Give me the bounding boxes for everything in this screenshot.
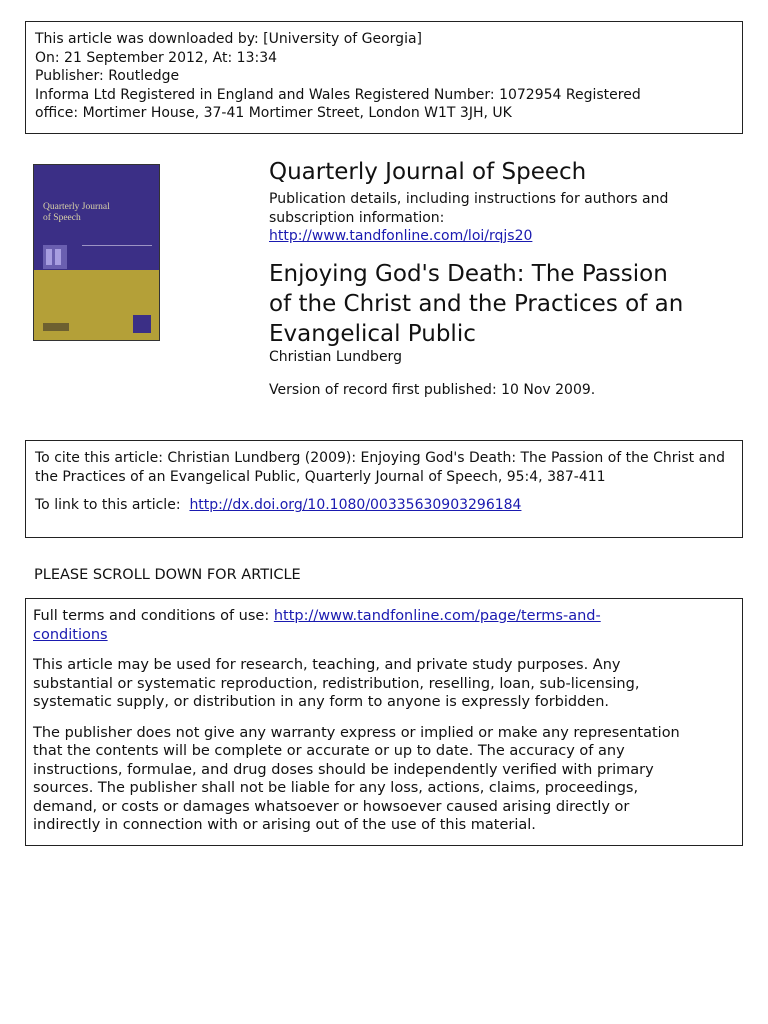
terms-heading	[33, 607, 735, 644]
download-line: Informa Ltd Registered in England and Wales Registered Number: 1072954 Registered	[35, 86, 641, 103]
citation-text: the Practices of an Evangelical Public, Quarterly Journal of Speech, 95:4, 387-411	[35, 468, 606, 485]
journal-url-link[interactable]: http://www.tandfonline.com/loi/rqjs20	[269, 228, 533, 244]
details-text: Publication details, including instructions for authors and	[269, 191, 669, 207]
terms-box	[25, 598, 743, 846]
terms-label: Full terms and conditions of use:	[33, 608, 270, 624]
warranty-paragraph: The publisher does not give any warranty express or implied or make any representation that the contents will be complete or accurate or up to date. The accuracy of any instructions, formulae, and drug doses should be independently verified with primary sources. The publisher shall not be liable for any loss, actions, claims, proceedings, demand, or costs or damages whatsoever or howsoever caused arising directly or indirectly in connection with or arising out of the use of this material.	[33, 724, 680, 833]
version-of-record: Version of record first published: 10 Nov 2009.	[269, 382, 596, 398]
details-text: subscription information:	[269, 209, 445, 226]
terms-link[interactable]: http://www.tandfonline.com/page/terms-and-	[273, 608, 601, 624]
citation-text: To cite this article: Christian Lundberg (2009): Enjoying God's Death: The Passion of the Christ and	[35, 450, 725, 466]
journal-cover-image	[33, 164, 160, 341]
download-line: On: 21 September 2012, At: 13:34	[35, 49, 278, 66]
article-link-row	[35, 496, 733, 515]
doi-link[interactable]: http://dx.doi.org/10.1080/00335630903296184	[189, 497, 522, 514]
download-line: Publisher: Routledge	[35, 68, 180, 85]
author-name: Christian Lundberg	[269, 349, 402, 365]
article-link-label: To link to this article:	[35, 497, 181, 514]
cover-logo-icon	[133, 315, 151, 333]
article-title: Enjoying God's Death: The Passion of the Christ and the Practices of an Evangelical Public	[269, 261, 684, 347]
cover-title: Quarterly Journal of Speech	[43, 202, 110, 223]
publisher-mark	[43, 323, 69, 331]
download-line: office: Mortimer House, 37-41 Mortimer Street, London W1T 3JH, UK	[35, 105, 512, 122]
usage-paragraph: This article may be used for research, teaching, and private study purposes. Any substantial or systematic reproduction, redistribution, reselling, loan, sub-licensing, systematic supply, or distribution in any form to anyone is expressly forbidden.	[33, 657, 640, 710]
citation-box	[25, 440, 743, 538]
journal-title: Quarterly Journal of Speech	[269, 159, 587, 185]
scroll-down-notice: PLEASE SCROLL DOWN FOR ARTICLE	[34, 567, 301, 583]
terms-link-continued[interactable]: conditions	[33, 626, 108, 643]
download-line: This article was downloaded by: [University of Georgia]	[35, 31, 422, 47]
publication-details	[269, 190, 668, 246]
download-info-box	[25, 21, 743, 134]
